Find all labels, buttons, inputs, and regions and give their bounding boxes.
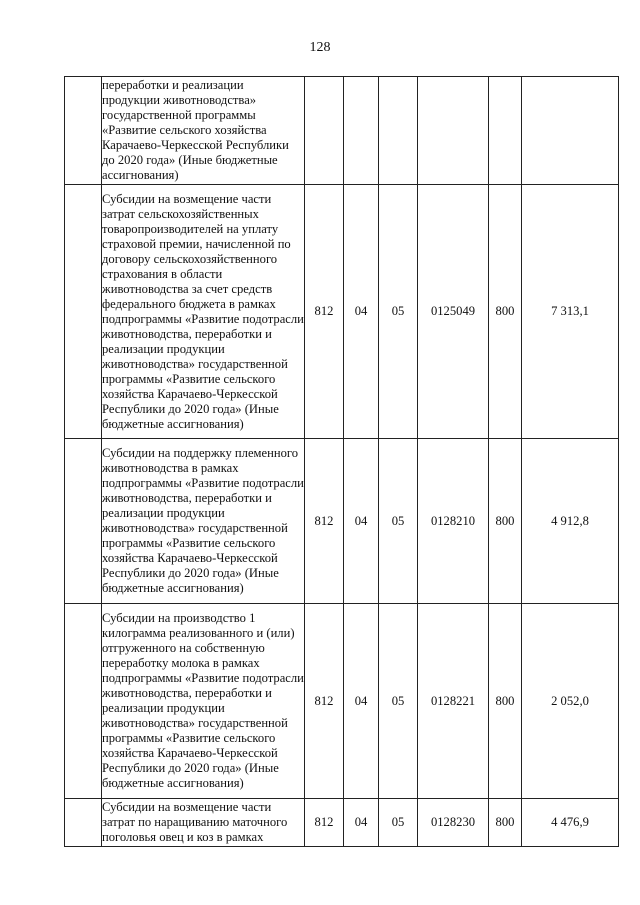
table-row [65, 77, 619, 185]
vr-cell [489, 77, 522, 185]
pr-cell: 05 [379, 185, 418, 439]
item-name-cell [102, 439, 305, 604]
csr-cell: 0128210 [418, 439, 489, 604]
vr-cell: 800 [489, 604, 522, 799]
item-name: Субсидии на возмещение части затрат по наращиванию маточного поголовья овец и коз в рамках [102, 800, 288, 844]
empty-cell [65, 604, 102, 799]
pr-cell [379, 77, 418, 185]
sum-cell: 4 476,9 [522, 799, 619, 847]
sum-cell: 4 912,8 [522, 439, 619, 604]
pr-cell: 05 [379, 799, 418, 847]
rz-cell: 04 [344, 439, 379, 604]
csr-cell: 0128230 [418, 799, 489, 847]
vr-cell: 800 [489, 799, 522, 847]
vr-cell: 800 [489, 439, 522, 604]
item-name: Субсидии на поддержку племенного животноводства в рамках подпрограммы «Развитие подотрасли животноводства, переработки и реализации продукции животноводства» государственной программы «Развитие сельского хозяйства Карачаево-Черкесской Республики до 2020 года» (Иные бюджетные ассигнования) [102, 446, 304, 595]
csr-cell: 0128221 [418, 604, 489, 799]
ved-cell: 812 [305, 185, 344, 439]
budget-table [64, 76, 619, 847]
table-row [65, 439, 619, 604]
sum-cell: 7 313,1 [522, 185, 619, 439]
csr-cell [418, 77, 489, 185]
table-row [65, 185, 619, 439]
item-name-cell [102, 77, 305, 185]
rz-cell: 04 [344, 604, 379, 799]
ved-cell [305, 77, 344, 185]
pr-cell: 05 [379, 604, 418, 799]
item-name-cell [102, 185, 305, 439]
ved-cell: 812 [305, 604, 344, 799]
empty-cell [65, 799, 102, 847]
page-number: 128 [309, 40, 331, 55]
pr-cell: 05 [379, 439, 418, 604]
ved-cell: 812 [305, 439, 344, 604]
item-name-cell [102, 604, 305, 799]
rz-cell [344, 77, 379, 185]
item-name-cell [102, 799, 305, 847]
empty-cell [65, 439, 102, 604]
rz-cell: 04 [344, 799, 379, 847]
csr-cell: 0125049 [418, 185, 489, 439]
rz-cell: 04 [344, 185, 379, 439]
sum-cell: 2 052,0 [522, 604, 619, 799]
ved-cell: 812 [305, 799, 344, 847]
item-name: Субсидии на производство 1 килограмма реализованного и (или) отгруженного на собственную переработку молока в рамках подпрограммы «Развитие подотрасли животноводства, переработки и реализации продукции животноводства» государственной программы «Развитие сельского хозяйства Карачаево-Черкесской Республики до 2020 года» (Иные бюджетные ассигнования) [102, 611, 304, 790]
item-name: переработки и реализации продукции животноводства» государственной программы «Развитие сельского хозяйства Карачаево-Черкесской Республики до 2020 года» (Иные бюджетные ассигнования) [102, 78, 289, 182]
sum-cell [522, 77, 619, 185]
vr-cell: 800 [489, 185, 522, 439]
table-row [65, 604, 619, 799]
empty-cell [65, 77, 102, 185]
item-name: Субсидии на возмещение части затрат сельскохозяйственных товаропроизводителей на уплату страховой премии, начисленной по договору сельскохозяйственного страхования в области животноводства за счет средств федерального бюджета в рамках подпрограммы «Развитие подотрасли животноводства, переработки и реализации продукции животноводства» государственной программы «Развитие сельского хозяйства Карачаево-Черкесской Республики до 2020 года» (Иные бюджетные ассигнования) [102, 191, 304, 431]
table-row [65, 799, 619, 847]
empty-cell [65, 185, 102, 439]
